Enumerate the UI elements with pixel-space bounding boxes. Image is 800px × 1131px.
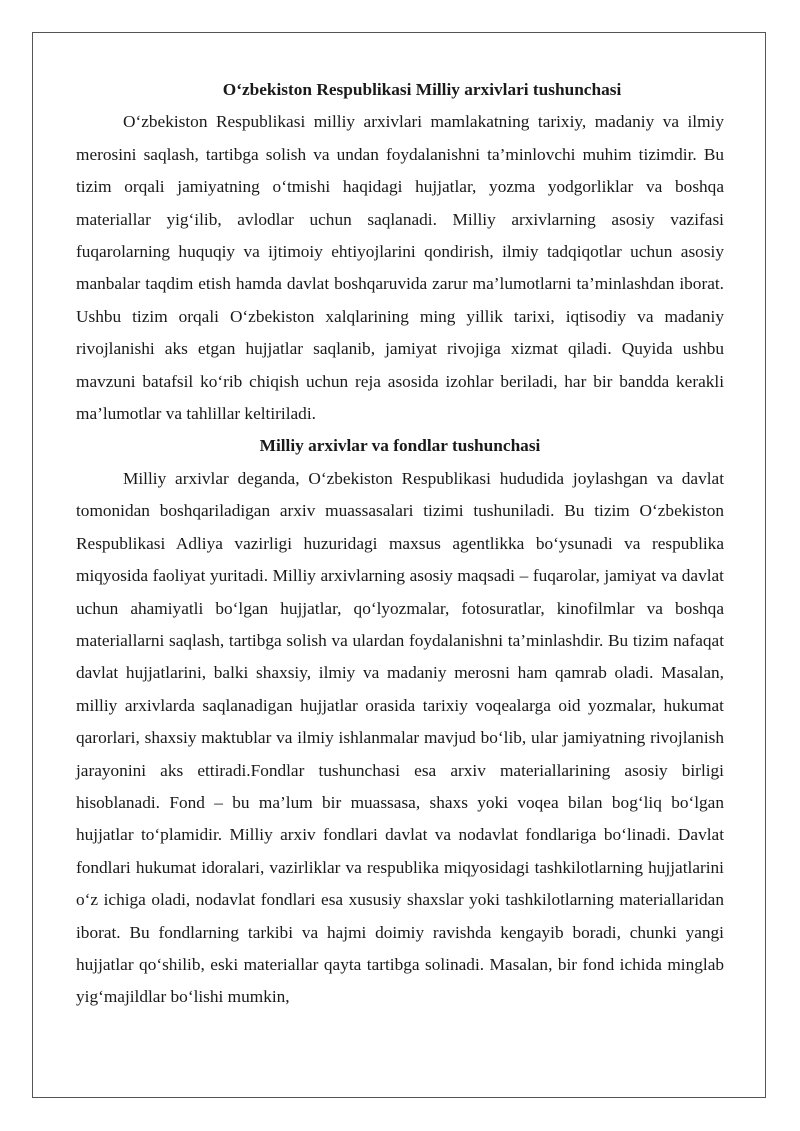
document-body	[76, 74, 724, 1014]
paragraph-intro: O‘zbekiston Respublikasi milliy arxivlari mamlakatning tarixiy, madaniy va ilmiy merosini saqlash, tartibga solish va undan foydalanishni ta’minlovchi muhim tizimdir. Bu tizim orqali jamiyatning o‘tmishi haqidagi hujjatlar, yozma yodgorliklar va boshqa materiallar yig‘ilib, avlodlar uchun saqlanadi. Milliy arxivlarning asosiy vazifasi fuqarolarning huquqiy va ijtimoiy ehtiyojlarini qondirish, ilmiy tadqiqotlar uchun asosiy manbalar taqdim etish hamda davlat boshqaruvida zarur ma’lumotlarni ta’minlashdan iborat. Ushbu tizim orqali O‘zbekiston xalqlarining ming yillik tarixi, iqtisodiy va madaniy rivojlanishi aks etgan hujjatlar saqlanib, jamiyat rivojiga xizmat qiladi. Quyida ushbu mavzuni batafsil ko‘rib chiqish uchun reja asosida izohlar beriladi, har bir bandda kerakli ma’lumotlar va tahlillar keltiriladi.	[76, 112, 724, 424]
section-heading: Milliy arxivlar va fondlar tushunchasi	[259, 436, 541, 456]
paragraph-archives-funds: Milliy arxivlar deganda, O‘zbekiston Respublikasi hududida joylashgan va davlat tomonidan boshqariladigan arxiv muassasalari tizimi tushuniladi. Bu tizim O‘zbekiston Respublikasi Adliya vazirligi huzuridagi maxsus agentlikka bo‘ysunadi va respublika miqyosida faoliyat yuritadi. Milliy arxivlarning asosiy maqsadi – fuqarolar, jamiyat va davlat uchun ahamiyatli bo‘lgan hujjatlar, qo‘lyozmalar, fotosuratlar, kinofilmlar va boshqa materiallarni saqlash, tartibga solish va ulardan foydalanishni ta’minlashdir. Bu tizim nafaqat davlat hujjatlarini, balki shaxsiy, ilmiy va madaniy merosni ham qamrab oladi. Masalan, milliy arxivlarda saqlanadigan hujjatlar orasida tarixiy voqealarga oid yozmalar, hukumat qarorlari, shaxsiy maktublar va ilmiy ishlanmalar mavjud bo‘lib, ular jamiyatning rivojlanish jarayonini aks ettiradi.Fondlar tushunchasi esa arxiv materiallarining asosiy birligi hisoblanadi. Fond – bu ma’lum bir muassasa, shaxs yoki voqea bilan bog‘liq bo‘lgan hujjatlar to‘plamidir. Milliy arxiv fondlari davlat va nodavlat fondlariga bo‘linadi. Davlat fondlari hukumat idoralari, vazirliklar va respublika miqyosidagi tashkilotlarning hujjatlarini o‘z ichiga oladi, nodavlat fondlari esa xususiy shaxslar yoki tashkilotlarning materiallaridan iborat. Bu fondlarning tarkibi va hajmi doimiy ravishda kengayib boradi, chunki yangi hujjatlar qo‘shilib, eski materiallar qayta tartibga solinadi. Masalan, bir fond ichida minglab yig‘majildlar bo‘lishi mumkin,	[76, 468, 724, 1007]
document-title: O‘zbekiston Respublikasi Milliy arxivlari tushunchasi	[222, 80, 622, 99]
